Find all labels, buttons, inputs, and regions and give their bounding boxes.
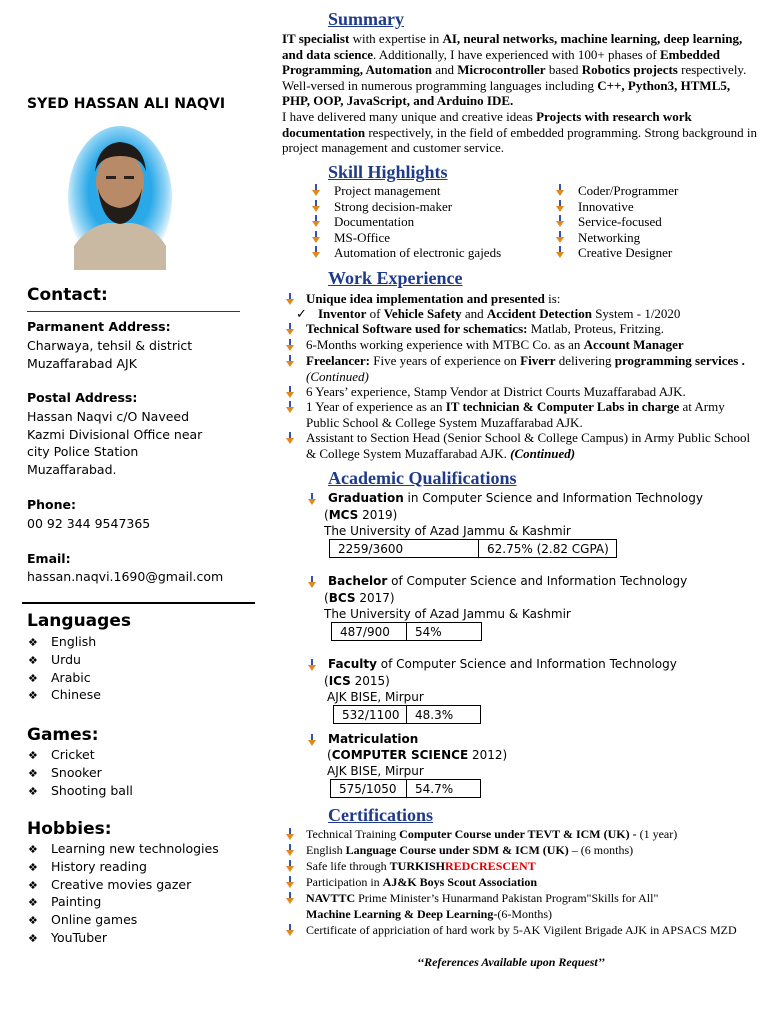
languages-heading: Languages [27, 611, 131, 631]
list-item: Networking [556, 230, 678, 246]
text-run: I have delivered many unique and creative ideas [282, 108, 537, 124]
text-run: Inventor [318, 306, 367, 321]
qualification-institute: AJK BISE, Mirpur [327, 764, 424, 778]
work-item [306, 430, 760, 461]
text-run: 6-Months working experience with MTBC Co. as an [306, 337, 584, 352]
text-run: REDCRESCENT [445, 859, 536, 873]
text-run: is: [544, 291, 561, 306]
qualification-title: Faculty of Computer Science and Information Technology [328, 656, 677, 673]
arrow-bullet-icon [286, 339, 294, 352]
list-item: Project management [312, 183, 501, 199]
text-run: AJ&K Boys Scout Association [382, 875, 538, 889]
qualification-title: Matriculation [328, 731, 418, 748]
list-item: ❖ Learning new technologies [28, 840, 219, 858]
checkmark-icon: ✓ [296, 306, 307, 321]
text-run: based [545, 62, 582, 78]
list-item: Service-focused [556, 214, 678, 230]
text-run: – (6 months) [568, 843, 634, 857]
arrow-bullet-icon [286, 860, 294, 873]
text-run: Unique idea implementation and presented [306, 291, 545, 306]
arrow-bullet-icon [308, 493, 316, 506]
profile-photo [68, 126, 172, 270]
arrow-bullet-icon [286, 401, 294, 414]
percentage-cell: 54.7% [407, 780, 481, 798]
summary-heading: Summary [328, 9, 404, 29]
certification-item [306, 858, 760, 874]
diamond-bullet-icon: ❖ [28, 860, 38, 874]
diamond-bullet-icon: ❖ [28, 653, 38, 667]
skills-column-1 [312, 183, 501, 261]
text-run: . Additionally, I have experienced with 100+ phases of [373, 46, 660, 62]
text-run: Freelancer: [306, 353, 370, 368]
certification-item [306, 922, 760, 938]
text-run: Assistant to Section Head (Senior School & College Campus) in Army Public School & College System Muzaffarabad AJK. [306, 430, 751, 461]
list-item: ❖ Chinese [28, 686, 101, 704]
list-item: ❖ Cricket [28, 746, 133, 764]
list-item: ❖ English [28, 633, 101, 651]
diamond-bullet-icon: ❖ [28, 931, 38, 945]
text-run: C++, Python3, HTML5, PHP, OOP, JavaScript, and Arduino IDE. [282, 77, 731, 109]
work-item [306, 384, 760, 400]
summary-text [282, 31, 758, 156]
arrow-bullet-icon [312, 200, 320, 213]
diamond-bullet-icon: ❖ [28, 749, 38, 762]
text-run: IT specialist [282, 31, 350, 46]
work-item [306, 353, 760, 384]
postal-address: Hassan Naqvi c/O Naveed Kazmi Divisional Office near city Police Station Muzaffarabad. [27, 409, 203, 477]
arrow-bullet-icon [286, 293, 294, 306]
email-address: hassan.naqvi.1690@gmail.com [27, 569, 224, 584]
work-item [306, 337, 760, 353]
arrow-bullet-icon [312, 246, 320, 259]
diamond-bullet-icon: ❖ [28, 843, 38, 856]
list-item: Documentation [312, 214, 501, 230]
list-item: ❖ Online games [28, 911, 219, 929]
hobbies-list [28, 840, 219, 947]
arrow-bullet-icon [286, 355, 294, 368]
certification-item [306, 890, 760, 906]
percentage-cell: 48.3% [407, 706, 481, 724]
marks-cell: 532/1100 [334, 706, 407, 724]
text-run: (Continued) [306, 368, 369, 384]
arrow-bullet-icon [286, 386, 294, 399]
arrow-bullet-icon [286, 432, 294, 445]
work-item [306, 291, 760, 307]
work-sub-item [296, 306, 758, 322]
games-list [28, 746, 133, 799]
text-run: Projects with research work documentation [282, 108, 692, 140]
text-run: Language Course under SDM & ICM (UK) [345, 843, 569, 857]
text-run: respectively. Well-versed in numerous programming languages including [282, 62, 747, 93]
arrow-bullet-icon [556, 246, 564, 259]
arrow-bullet-icon [556, 215, 564, 228]
games-heading: Games: [27, 725, 99, 745]
diamond-bullet-icon: ❖ [28, 914, 38, 928]
section-divider [22, 602, 255, 604]
text-run: Five years of experience on [370, 353, 521, 368]
arrow-bullet-icon [312, 184, 320, 197]
text-run: Account Manager [583, 337, 684, 352]
arrow-bullet-icon [286, 323, 294, 336]
list-item: MS-Office [312, 230, 501, 246]
sidebar [0, 0, 262, 1024]
percentage-cell: 62.75% (2.82 CGPA) [479, 540, 617, 558]
arrow-bullet-icon [286, 844, 294, 857]
text-run: Embedded Programming, Automation [282, 46, 720, 78]
result-table [331, 622, 482, 641]
marks-cell: 487/900 [332, 623, 407, 641]
marks-cell: 575/1050 [331, 780, 407, 798]
postal-address-label: Postal Address: [27, 390, 138, 405]
arrow-bullet-icon [556, 200, 564, 213]
skills-heading: Skill Highlights [328, 162, 448, 182]
skills-column-2 [556, 183, 678, 261]
arrow-bullet-icon [286, 828, 294, 841]
arrow-bullet-icon [556, 231, 564, 244]
text-run: Prime Minister’s Hunarmand Pakistan Program"Skills for All" [355, 891, 659, 905]
qualification-degree: (ICS 2015) [324, 674, 390, 688]
text-run: Matlab, Proteus, Fritzing. [527, 321, 664, 336]
list-item: Automation of electronic gajeds [312, 245, 501, 261]
text-run: (Continued) [510, 445, 576, 461]
diamond-bullet-icon: ❖ [28, 636, 38, 649]
text-run: NAVTTC [306, 891, 356, 905]
work-item [306, 399, 760, 430]
marks-cell: 2259/3600 [330, 540, 479, 558]
text-run: (1 year) [636, 827, 678, 841]
text-run: at Army Public School & College System Muzaffarabad AJK. [306, 399, 725, 430]
text-run: TURKISH [389, 859, 446, 873]
list-item: Coder/Programmer [556, 183, 678, 199]
qualification-institute: AJK BISE, Mirpur [327, 690, 424, 704]
work-heading: Work Experience [328, 268, 463, 288]
arrow-bullet-icon [286, 892, 294, 905]
qualification-title: Graduation in Computer Science and Information Technology [328, 490, 703, 507]
list-item: ❖ Urdu [28, 651, 101, 669]
text-run: AI, neural networks, machine learning, deep learning, and data science [282, 31, 743, 62]
text-run: Machine Learning & Deep Learning- [306, 907, 498, 921]
diamond-bullet-icon: ❖ [28, 878, 38, 892]
text-run: delivering [555, 353, 615, 368]
list-item: Creative Designer [556, 245, 678, 261]
text-run: Technical Training [306, 827, 400, 841]
email-label: Email: [27, 551, 71, 566]
certification-item [306, 826, 760, 842]
text-run: Participation in [306, 875, 383, 889]
text-run: Certificate of appriciation of hard work by 5-AK Vigilent Brigade AJK in APSACS MZD [306, 923, 737, 937]
text-run: 1 Year of experience as an [306, 399, 446, 414]
arrow-bullet-icon [312, 231, 320, 244]
summary-paragraph [282, 31, 758, 109]
diamond-bullet-icon: ❖ [28, 689, 38, 703]
list-item: ❖ Arabic [28, 669, 101, 687]
text-run: IT technician & Computer Labs in charge [445, 399, 680, 414]
arrow-bullet-icon [286, 876, 294, 889]
main-content [282, 0, 762, 1024]
list-item: ❖ History reading [28, 858, 219, 876]
certification-item [306, 842, 760, 858]
diamond-bullet-icon: ❖ [28, 766, 38, 780]
arrow-bullet-icon [308, 576, 316, 589]
text-run: (6-Months) [497, 907, 552, 921]
qualification-institute: The University of Azad Jammu & Kashmir [324, 524, 571, 538]
text-run: Accident Detection [486, 306, 592, 321]
permanent-address-label: Parmanent Address: [27, 319, 171, 334]
permanent-address: Charwaya, tehsil & district Muzaffarabad AJK [27, 338, 193, 371]
result-table [333, 705, 481, 724]
percentage-cell: 54% [407, 623, 482, 641]
hobbies-heading: Hobbies: [27, 819, 112, 839]
text-run: and [431, 62, 458, 78]
text-run: and [461, 306, 487, 321]
certification-item [306, 906, 760, 922]
list-item: ❖ Painting [28, 893, 219, 911]
text-run: respectively, in the field of embedded programming. Strong background in project management and customer service. [282, 124, 758, 156]
arrow-bullet-icon [308, 659, 316, 672]
contact-heading: Contact: [27, 285, 108, 305]
phone-label: Phone: [27, 497, 77, 512]
languages-list [28, 633, 101, 704]
contact-divider [27, 311, 240, 312]
arrow-bullet-icon [556, 184, 564, 197]
qualification-title: Bachelor of Computer Science and Information Technology [328, 573, 687, 590]
phone-number: 00 92 344 9547365 [27, 516, 151, 531]
list-item: Innovative [556, 199, 678, 215]
list-item: ❖ Shooting ball [28, 782, 133, 800]
list-item: ❖ Snooker [28, 764, 133, 782]
qualification-degree: (MCS 2019) [324, 508, 398, 522]
text-run: Robotics projects [581, 62, 678, 78]
certifications-heading: Certifications [328, 805, 433, 825]
diamond-bullet-icon: ❖ [28, 784, 38, 798]
text-run: Fiverr [520, 353, 556, 368]
text-run: Computer Course under TEVT & ICM (UK) - [399, 827, 637, 841]
text-run: Technical Software used for schematics: [306, 321, 528, 336]
diamond-bullet-icon: ❖ [28, 896, 38, 910]
list-item: ❖ YouTuber [28, 929, 219, 947]
text-run: Microcontroller [457, 62, 546, 78]
result-table [329, 539, 617, 558]
certification-item [306, 874, 760, 890]
arrow-bullet-icon [312, 215, 320, 228]
work-item [306, 321, 760, 337]
text-run: 6 Years’ experience, Stamp Vendor at District Courts Muzaffarabad AJK. [306, 384, 686, 399]
text-run: programming services . [614, 353, 745, 368]
text-run: Vehicle Safety [383, 306, 462, 321]
list-item: ❖ Creative movies gazer [28, 876, 219, 894]
summary-paragraph [282, 109, 758, 156]
text-run: Safe life through [306, 859, 390, 873]
result-table [330, 779, 481, 798]
qualification-degree: (COMPUTER SCIENCE 2012) [327, 748, 508, 762]
academic-heading: Academic Qualifications [328, 468, 517, 488]
qualification-degree: (BCS 2017) [324, 591, 395, 605]
text-run: with expertise in [349, 31, 443, 46]
text-run: System - 1/2020 [591, 306, 681, 321]
candidate-name: SYED HASSAN ALI NAQVI [27, 96, 226, 112]
arrow-bullet-icon [308, 734, 316, 747]
list-item: Strong decision-maker [312, 199, 501, 215]
arrow-bullet-icon [286, 924, 294, 937]
text-run: English [306, 843, 346, 857]
qualification-institute: The University of Azad Jammu & Kashmir [324, 607, 571, 621]
text-run: of [366, 306, 384, 321]
diamond-bullet-icon: ❖ [28, 671, 38, 685]
references-note: ‘‘References Available upon Request’’ [417, 955, 605, 969]
